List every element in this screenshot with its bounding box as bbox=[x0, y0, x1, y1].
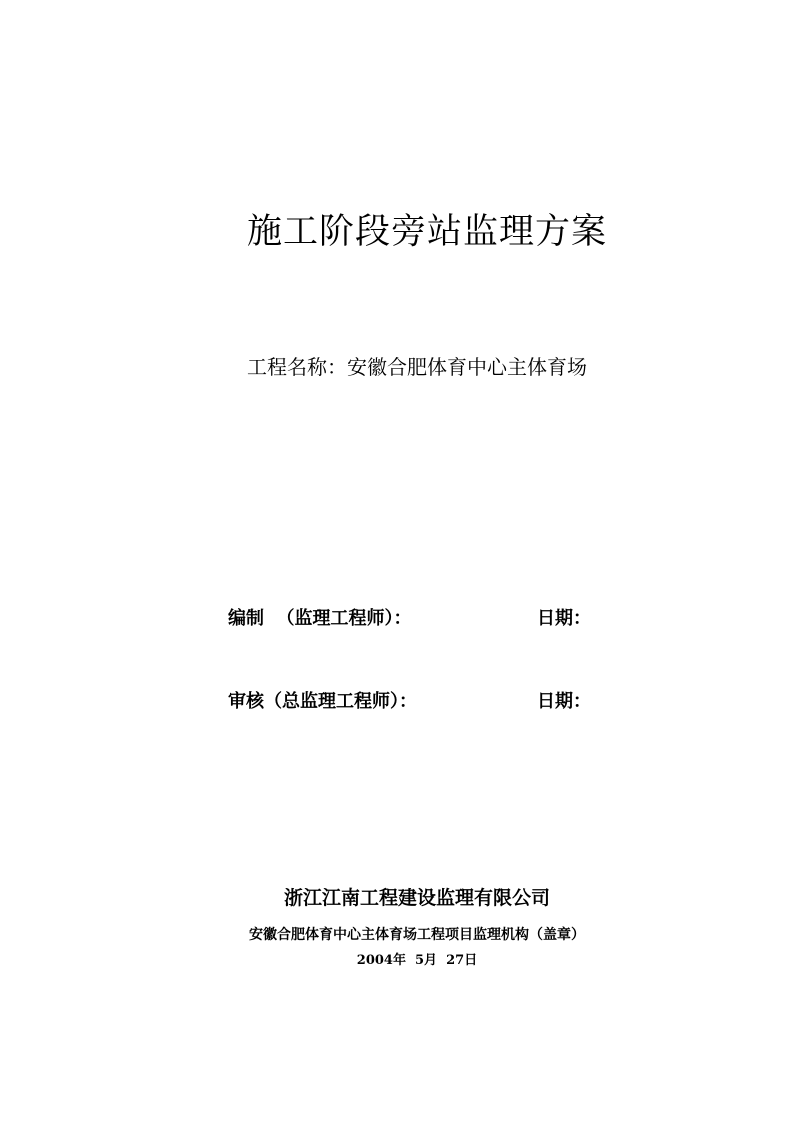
document-title: 施工阶段旁站监理方案 bbox=[246, 212, 607, 252]
compiler-date-label: 日期： bbox=[537, 608, 591, 629]
project-name-value: 安徽合肥体育中心主体育场 bbox=[347, 355, 587, 379]
reviewer-date-label: 日期： bbox=[537, 691, 591, 712]
project-name-row bbox=[247, 353, 587, 381]
project-name-label: 工程名称： bbox=[247, 355, 347, 379]
supervision-institution: 安徽合肥体育中心主体育场工程项目监理机构（盖章） bbox=[249, 927, 585, 943]
issue-date: 2004年 5月 27日 bbox=[356, 953, 478, 968]
company-name: 浙江江南工程建设监理有限公司 bbox=[283, 887, 550, 909]
compiler-signature-label: 编制 （监理工程师）： bbox=[228, 608, 412, 629]
reviewer-signature-label: 审核（总监理工程师）： bbox=[228, 691, 417, 712]
